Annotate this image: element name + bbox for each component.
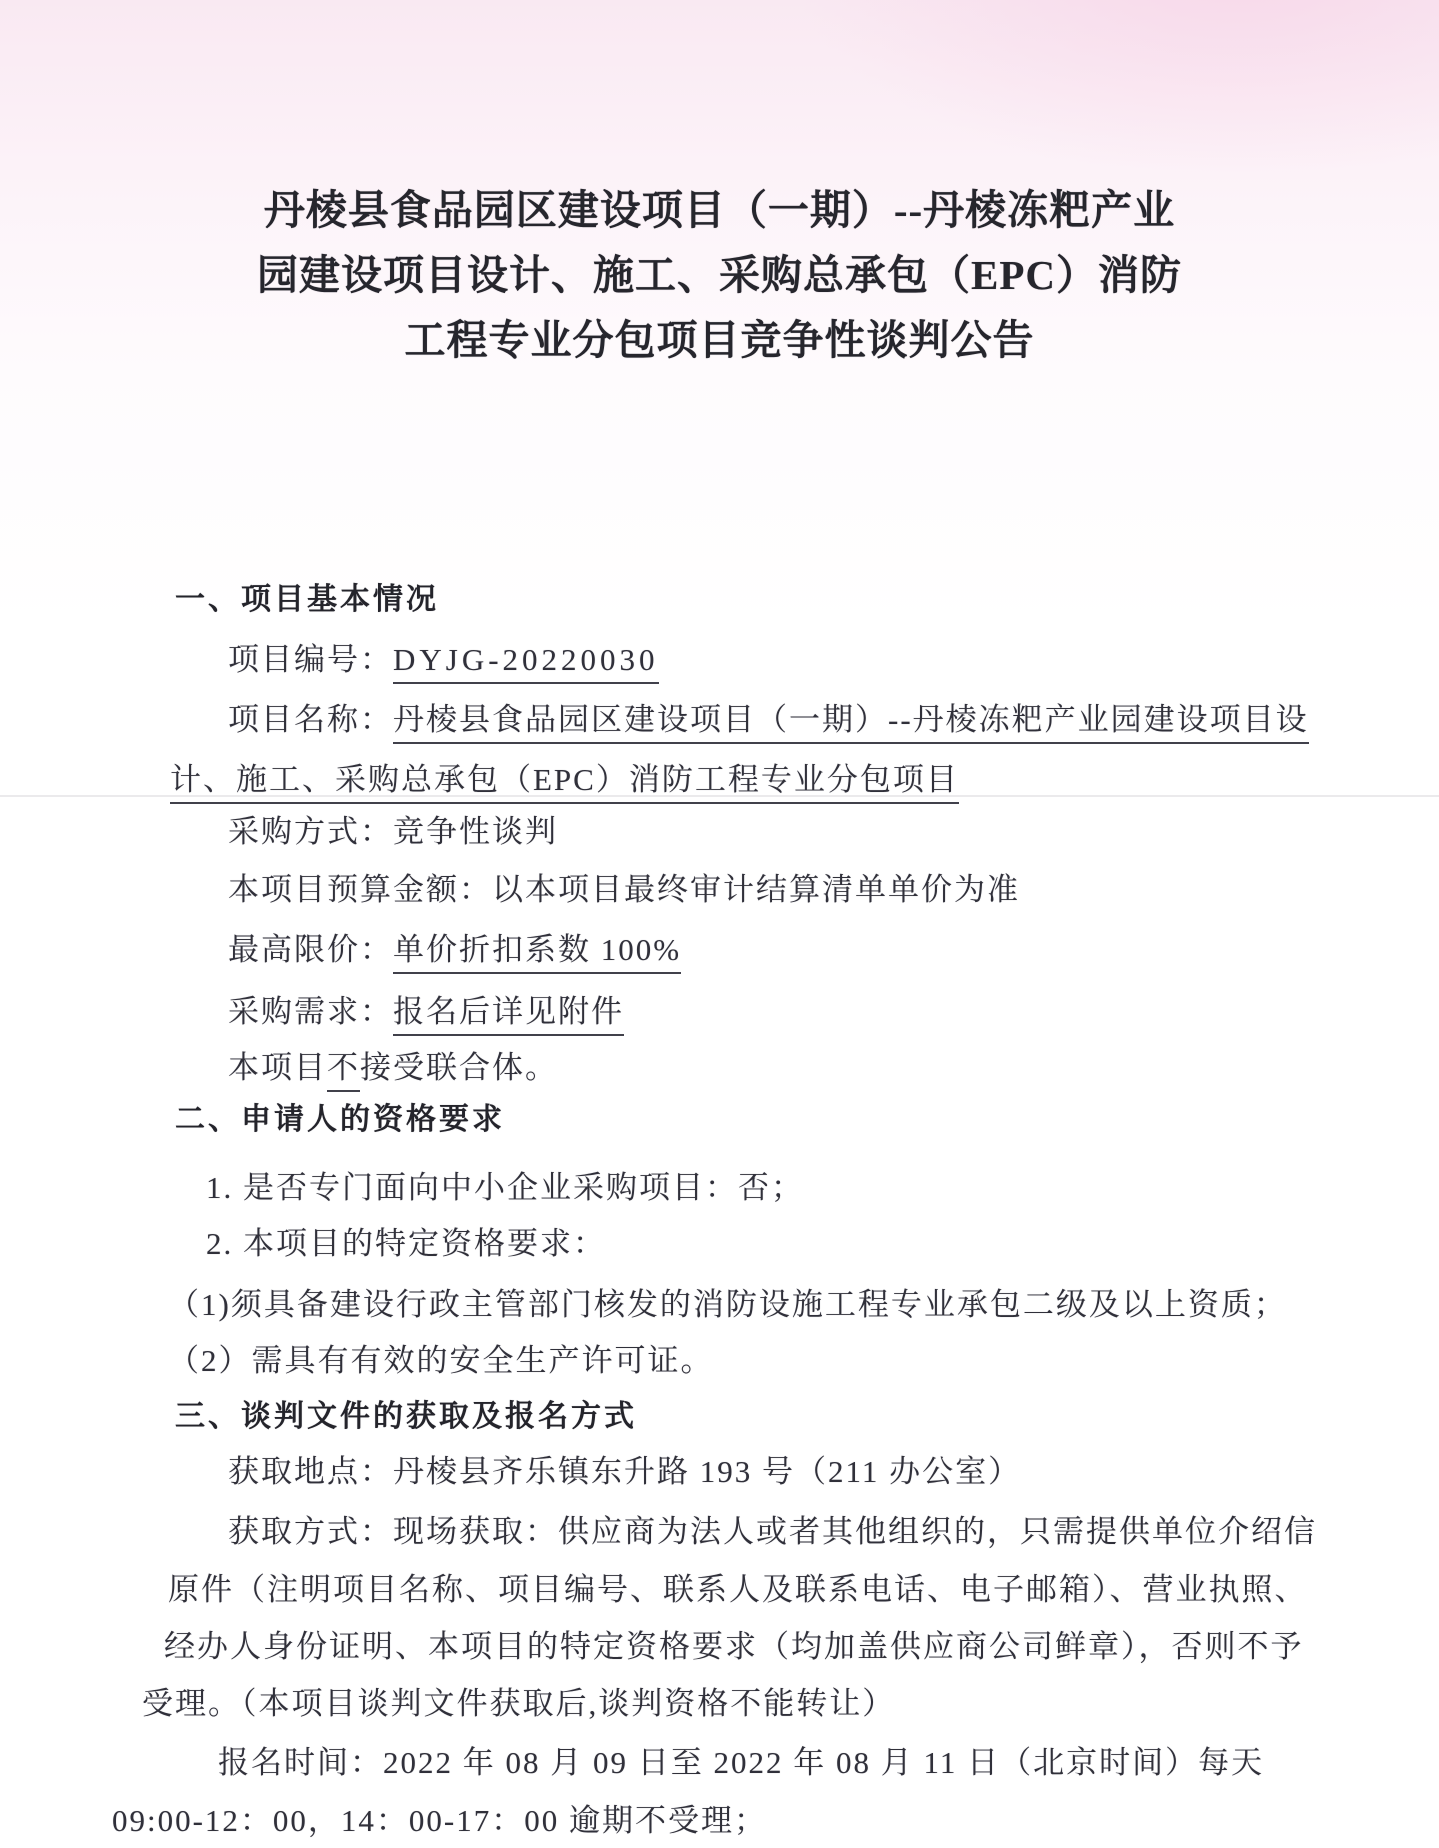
- obtain-method-line-1: [228, 1512, 1317, 1552]
- obtain-location-text: 获取地点：丹棱县齐乐镇东升路 193 号（211 办公室）: [228, 1454, 1022, 1489]
- obtain-method-text-1: 获取方式：现场获取：供应商为法人或者其他组织的，只需提供单位介绍信: [228, 1514, 1317, 1549]
- procurement-method-line: [228, 812, 558, 852]
- title-line-1: 丹棱县食品园区建设项目（一期）--丹棱冻粑产业: [263, 187, 1176, 233]
- qualification-1-text: （1)须具备建设行政主管部门核发的消防设施工程专业承包二级及以上资质；: [168, 1287, 1287, 1322]
- qualification-2-text: （2）需具有有效的安全生产许可证。: [168, 1343, 714, 1378]
- obtain-method-line-3: [164, 1627, 1304, 1667]
- project-name-line-1: [228, 700, 1309, 740]
- obtain-location-line: [228, 1452, 1021, 1492]
- obtain-method-line-4: [142, 1684, 895, 1724]
- document-title: [60, 178, 1379, 373]
- project-name-value-2: 计、施工、采购总承包（EPC）消防工程专业分包项目: [170, 762, 959, 804]
- price-cap-line: [228, 930, 681, 970]
- project-name-label: 项目名称：: [228, 702, 393, 737]
- project-number-label: 项目编号：: [228, 642, 393, 677]
- section-3-heading-text: 三、谈判文件的获取及报名方式: [175, 1400, 637, 1433]
- obtain-method-text-3: 经办人身份证明、本项目的特定资格要求（均加盖供应商公司鲜章），否则不予: [164, 1629, 1304, 1664]
- project-name-value-1: 丹棱县食品园区建设项目（一期）--丹棱冻粑产业园建设项目设: [393, 702, 1309, 744]
- budget-text: 本项目预算金额：以本项目最终审计结算清单单价为准: [228, 872, 1020, 907]
- obtain-method-text-4: 受理。（本项目谈判文件获取后,谈判资格不能转让）: [142, 1686, 896, 1721]
- project-number-line: [228, 640, 659, 680]
- section-1-heading: [175, 580, 439, 620]
- obtain-method-text-2: 原件（注明项目名称、项目编号、联系人及联系电话、电子邮箱）、营业执照、: [168, 1572, 1308, 1607]
- price-cap-value: 单价折扣系数 100%: [393, 932, 681, 974]
- sme-text: 1. 是否专门面向中小企业采购项目：否；: [206, 1170, 804, 1205]
- specific-qualification-text: 2. 本项目的特定资格要求：: [206, 1226, 606, 1261]
- title-line-2: 园建设项目设计、施工、采购总承包（EPC）消防: [257, 252, 1182, 298]
- procurement-demand-label: 采购需求：: [228, 994, 393, 1029]
- consortium-post: 接受联合体。: [360, 1050, 558, 1085]
- project-number-value: DYJG-20220030: [393, 642, 659, 684]
- procurement-method-text: 采购方式：竞争性谈判: [228, 814, 558, 849]
- project-name-line-2: [170, 760, 959, 800]
- sme-line: [206, 1168, 804, 1208]
- section-2-heading: [175, 1100, 505, 1140]
- qualification-2-line: [168, 1341, 714, 1381]
- registration-time-text-1: 报名时间：2022 年 08 月 09 日至 2022 年 08 月 11 日（北京时间）每天: [218, 1745, 1265, 1780]
- qualification-1-line: [168, 1285, 1287, 1325]
- section-3-heading: [175, 1397, 637, 1437]
- registration-time-line-1: [218, 1743, 1264, 1783]
- procurement-demand-value: 报名后详见附件: [393, 994, 624, 1036]
- registration-time-line-2: [112, 1801, 767, 1841]
- specific-qualification-line: [206, 1224, 606, 1264]
- registration-time-text-2: 09:00-12：00，14：00-17：00 逾期不受理；: [112, 1803, 768, 1838]
- obtain-method-line-2: [168, 1570, 1308, 1610]
- price-cap-label: 最高限价：: [228, 932, 393, 967]
- title-line-3: 工程专业分包项目竞争性谈判公告: [404, 317, 1035, 363]
- consortium-emphasis: 不: [327, 1050, 360, 1092]
- consortium-line: [228, 1048, 558, 1088]
- section-1-heading-text: 一、项目基本情况: [175, 583, 439, 616]
- section-2-heading-text: 二、申请人的资格要求: [175, 1103, 505, 1136]
- procurement-demand-line: [228, 992, 624, 1032]
- consortium-pre: 本项目: [228, 1050, 327, 1085]
- budget-line: [228, 870, 1020, 910]
